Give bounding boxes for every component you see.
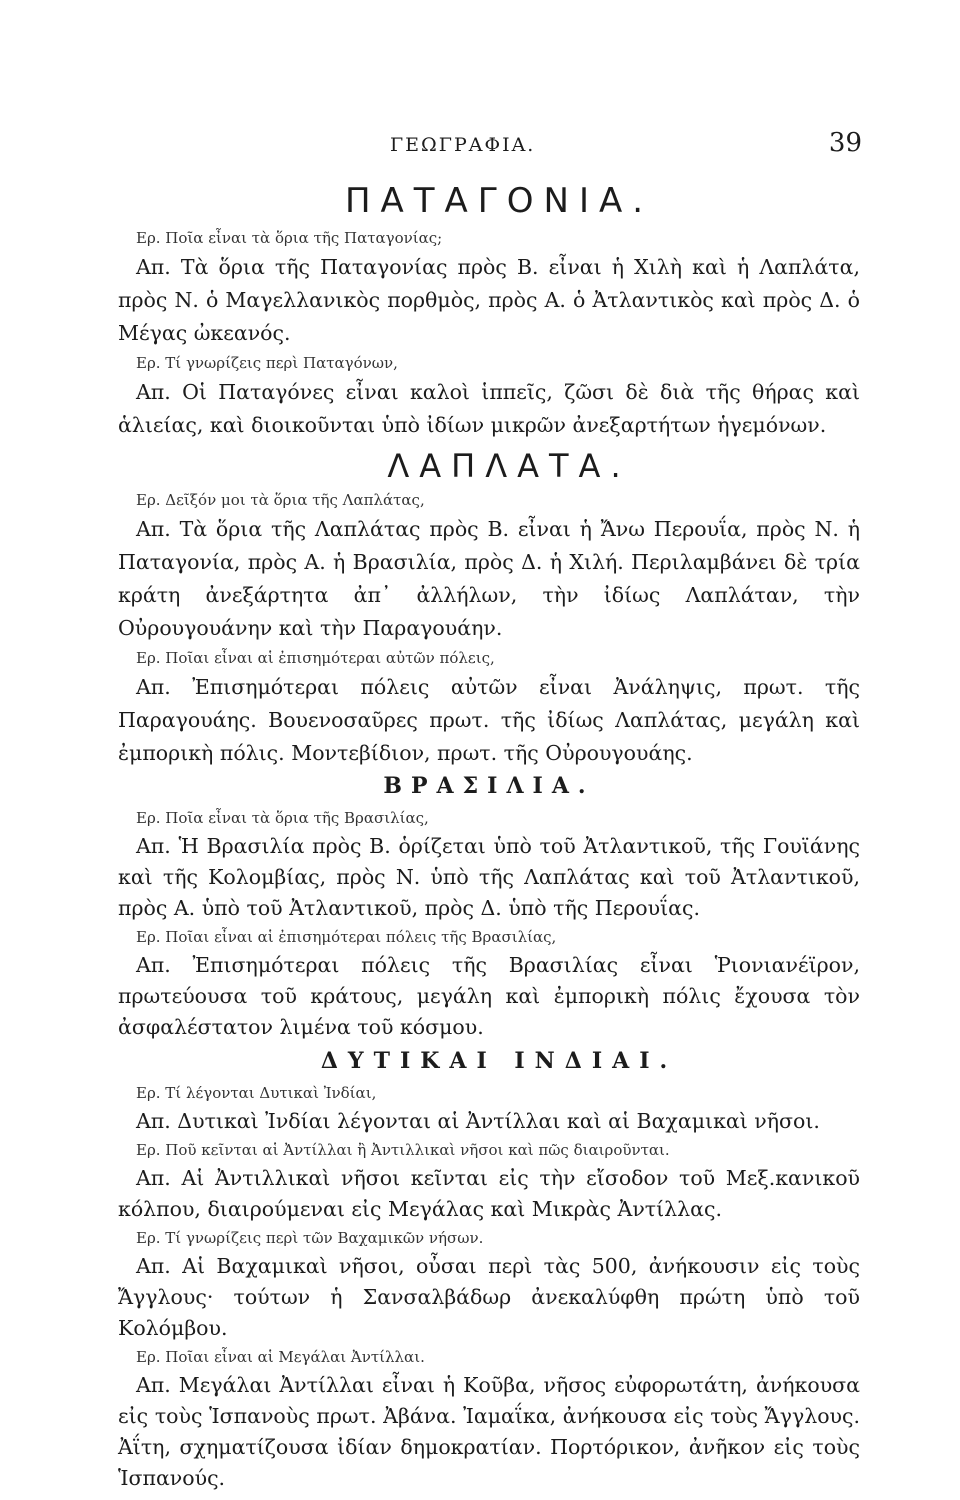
answer: Απ. Ἐπισημότεραι πόλεις αὐτῶν εἶναι Ἀνάληψις, πρωτ. τῆς Παραγουάης. Βουενοσαῦρες πρωτ. τῆς ἰδίως Λαπλάτας, μεγάλη καὶ ἐμπορικὴ πόλις. Μοντεβίδιον, πρωτ. τῆς Οὐρουγουάης. bbox=[118, 674, 860, 765]
section-title-laplata: ΛΑΠΛΑΤΑ. bbox=[387, 447, 631, 486]
section-title-brasilia: ΒΡΑΣΙΛΙΑ. bbox=[383, 772, 595, 799]
answer: Απ. Τὰ ὅρια τῆς Λαπλάτας πρὸς Β. εἶναι ἡ Ἄνω Περουΐα, πρὸς Ν. ἡ Παταγονία, πρὸς Α. ἡ Βρασιλία, πρὸς Δ. ἡ Χιλή. Περιλαμβάνει δὲ τρία κράτη ἀνεξάρτητα ἀπ᾽ ἀλλήλων, τὴν ἰδίως Λαπλάταν, τὴν Οὐρουγουάνην καὶ τὴν Παραγουάην. bbox=[118, 516, 860, 640]
answer: Απ. Ἐπισημότεραι πόλεις τῆς Βρασιλίας εἶναι Ῥιονιανέϊρον, πρωτεύουσα τοῦ κράτους, μεγάλη καὶ ἐμπορικὴ πόλις ἔχουσα τὸν ἀσφαλέστατον λιμένα τοῦ κόσμου. bbox=[118, 953, 860, 1040]
question: Ερ. Τί γνωρίζεις περὶ Παταγόνων, bbox=[136, 354, 398, 373]
page-body bbox=[118, 178, 860, 1496]
running-title: ΓΕΩΓΡΑΦΙΑ. bbox=[390, 134, 536, 156]
question: Ερ. Ποῖαι εἶναι αἱ Μεγάλαι Ἀντίλλαι. bbox=[136, 1348, 425, 1367]
answer: Απ. Ἡ Βρασιλία πρὸς Β. ὁρίζεται ὑπὸ τοῦ Ἀτλαντικοῦ, τῆς Γουϊάνης καὶ τῆς Κολομβίας, πρὸς Ν. ὑπὸ τῆς Λαπλάτας καὶ τοῦ Ἀτλαντικοῦ, πρὸς Α. ὑπὸ τοῦ Ἀτλαντικοῦ, πρὸς Δ. ὑπὸ τῆς Περουΐας. bbox=[118, 834, 860, 921]
question: Ερ. Τί γνωρίζεις περὶ τῶν Βαχαμικῶν νήσων. bbox=[136, 1229, 484, 1248]
answer: Απ. Αἱ Βαχαμικαὶ νῆσοι, οὖσαι περὶ τὰς 500, ἀνήκουσιν εἰς τοὺς Ἄγγλους· τούτων ἡ Σανσαλβάδωρ ἀνεκαλύφθη πρώτη ὑπὸ τοῦ Κολόμβου. bbox=[118, 1254, 860, 1341]
section-title-patagonia: ΠΑΤΑΓΟΝΙΑ. bbox=[344, 181, 654, 221]
question: Ερ. Ποῖαι εἶναι αἱ ἐπισημότεραι πόλεις τῆς Βρασιλίας, bbox=[136, 928, 557, 947]
section-title-west-indies: ΔΥΤΙΚΑΙ ΙΝΔΙΑΙ. bbox=[320, 1048, 678, 1075]
answer: Απ. Δυτικαὶ Ἰνδίαι λέγονται αἱ Ἀντίλλαι καὶ αἱ Βαχαμικαὶ νῆσοι. bbox=[136, 1109, 820, 1134]
running-head bbox=[120, 128, 860, 168]
question: Ερ. Ποῖαι εἶναι αἱ ἐπισημότεραι αὐτῶν πόλεις, bbox=[136, 648, 495, 667]
question: Ερ. Τί λέγονται Δυτικαὶ Ἰνδίαι, bbox=[136, 1084, 377, 1103]
answer: Απ. Αἱ Ἀντιλλικαὶ νῆσοι κεῖνται εἰς τὴν εἴσοδον τοῦ Μεξ.κανικοῦ κόλπου, διαιρούμεναι εἰς Μεγάλας καὶ Μικρὰς Ἀντίλλας. bbox=[118, 1166, 860, 1222]
question: Ερ. Ποῦ κεῖνται αἱ Ἀντίλλαι ἢ Ἀντιλλικαὶ νῆσοι καὶ πῶς διαιροῦνται. bbox=[136, 1141, 670, 1160]
answer: Απ. Οἱ Παταγόνες εἶναι καλοὶ ἱππεῖς, ζῶσι δὲ διὰ τῆς θήρας καὶ ἁλιείας, καὶ διοικοῦνται ὑπὸ ἰδίων μικρῶν ἀνεξαρτήτων ἡγεμόνων. bbox=[118, 380, 860, 438]
question: Ερ. Δεῖξόν μοι τὰ ὅρια τῆς Λαπλάτας, bbox=[136, 490, 425, 509]
page-number: 39 bbox=[828, 128, 862, 158]
answer: Απ. Μεγάλαι Ἀντίλλαι εἶναι ἡ Κοῦβα, νῆσος εὐφορωτάτη, ἀνήκουσα εἰς τοὺς Ἱσπανοὺς πρωτ. Ἀβάνα. Ἰαμαΐκα, ἀνήκουσα εἰς τοὺς Ἄγγλους. Ἀΐτη, σχηματίζουσα ἰδίαν δημοκρατίαν. Πορτόρικον, ἀνῆκον εἰς τοὺς Ἱσπανούς. bbox=[118, 1373, 860, 1491]
question: Ερ. Ποῖα εἶναι τὰ ὅρια τῆς Βρασιλίας, bbox=[136, 809, 429, 828]
question: Ερ. Ποῖα εἶναι τὰ ὅρια τῆς Παταγονίας; bbox=[136, 229, 443, 248]
answer: Απ. Τὰ ὅρια τῆς Παταγονίας πρὸς Β. εἶναι ἡ Χιλὴ καὶ ἡ Λαπλάτα, πρὸς Ν. ὁ Μαγελλανικὸς πορθμὸς, πρὸς Α. ὁ Ἀτλαντικὸς καὶ πρὸς Δ. ὁ Μέγας ὠκεανός. bbox=[118, 255, 860, 346]
